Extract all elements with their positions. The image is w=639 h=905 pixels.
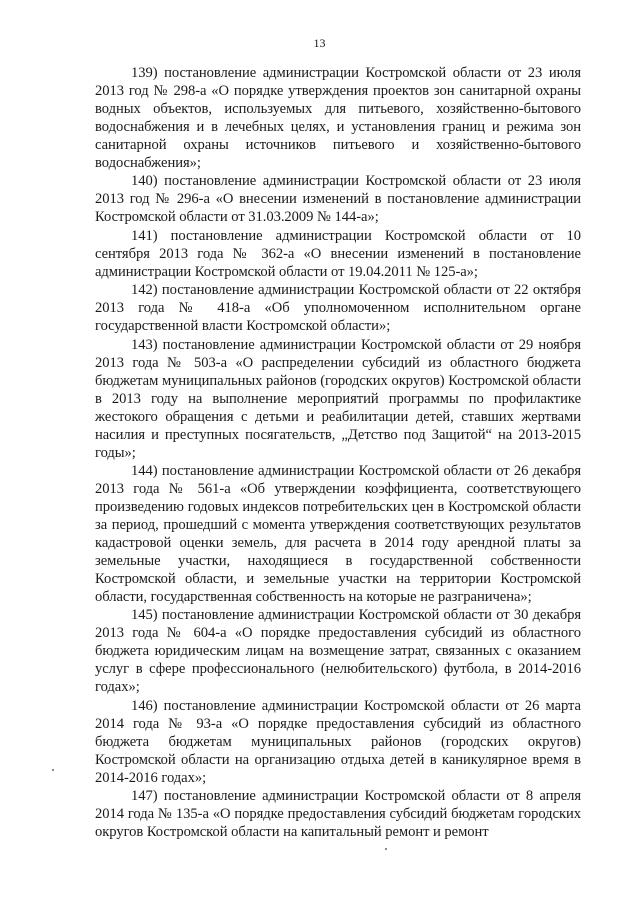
page-number: 13 (313, 36, 326, 50)
list-item-142: 142) постановление администрации Костромской области от 22 октября 2013 года № 418-а «Об уполномоченном исполнительном органе государственной власти Костромской области»; (95, 282, 581, 335)
list-item-146: 146) постановление администрации Костромской области от 26 марта 2014 года № 93-а «О порядке предоставления субсидий из областного бюджета бюджетам муниципальных районов (городских округов) Костромской области на организацию отдыха детей в каникулярное время в 2014-2016 годах»; (95, 697, 581, 786)
list-item-144: 144) постановление администрации Костромской области от 26 декабря 2013 года № 561-а «Об утверждении коэффициента, соответствующего произведению годовых индексов потребительских цен в Костромской области за период, прошедший с момента утверждения соответствующих результатов кадастровой оценки земель, для расчета в 2014 году арендной платы за земельные участки, находящиеся в государственной собственности Костромской области, и земельные участки на территории Костромской области, государственная собственность на которые не разграничена»; (95, 462, 581, 605)
document-body (95, 64, 581, 842)
scan-speck (52, 769, 54, 771)
list-item-140: 140) постановление администрации Костромской области от 23 июля 2013 год № 296-а «О внесении изменений в постановление администрации Костромской области от 31.03.2009 № 144-а»; (95, 173, 581, 226)
list-item-145: 145) постановление администрации Костромской области от 30 декабря 2013 года № 604-а «О порядке предоставления субсидий из областного бюджета юридическим лицам на возмещение затрат, связанных с оказанием услуг в сфере профессионального (нелюбительского) футбола, в 2014-2016 годах»; (95, 607, 581, 696)
list-item-139: 139) постановление администрации Костромской области от 23 июля 2013 год № 298-а «О порядке утверждения проектов зон санитарной охраны водных объектов, используемых для питьевого, хозяйственно-бытового водоснабжения и в лечебных целях, и установления границ и режима зон санитарной охраны источников питьевого и хозяйственно-бытового водоснабжения»; (95, 65, 581, 171)
list-item-147: 147) постановление администрации Костромской области от 8 апреля 2014 года № 135-а «О порядке предоставления субсидий бюджетам городских округов Костромской области на капитальный ремонт и ремонт (95, 788, 581, 841)
scan-speck (385, 848, 387, 850)
list-item-143: 143) постановление администрации Костромской области от 29 ноября 2013 года № 503-а «О распределении субсидий из областного бюджета бюджетам муниципальных районов (городских округов) Костромской области в 2013 году на выполнение мероприятий программы по профилактике жестокого обращения с детьми и реабилитации детей, ставших жертвами насилия и преступных посягательств, „Детство под Защитой“ на 2013-2015 годы»; (95, 336, 581, 461)
list-item-141: 141) постановление администрации Костромской области от 10 сентября 2013 года № 362-а «О внесении изменений в постановление администрации Костромской области от 19.04.2011 № 125-а»; (95, 227, 581, 280)
